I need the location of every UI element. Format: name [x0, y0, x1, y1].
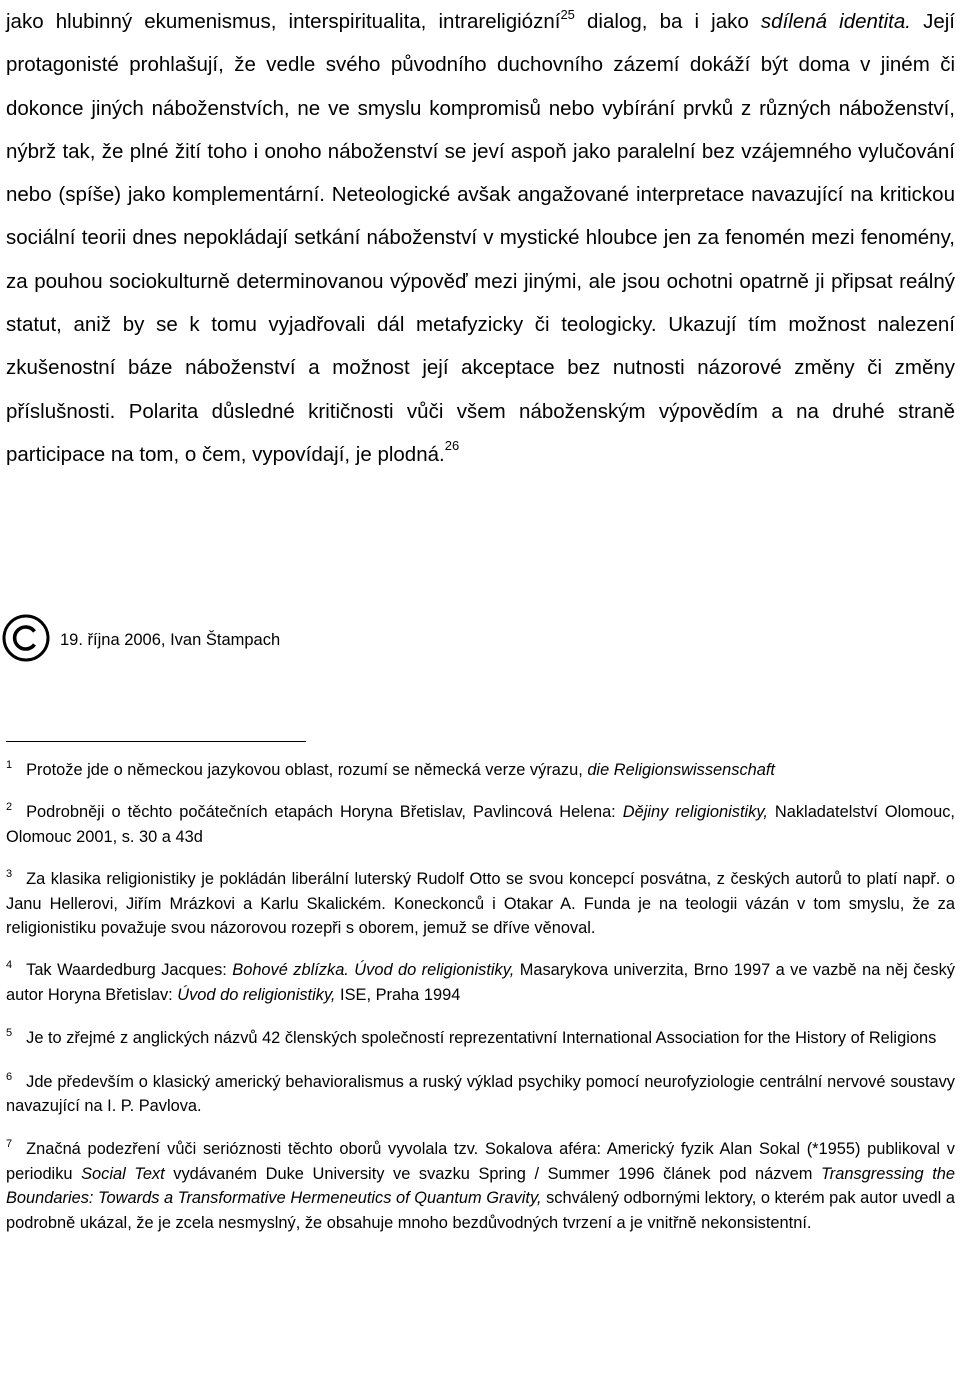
footnote-text: Za klasika religionistiky je pokládán liberální luterský Rudolf Otto se svou koncepcí posvátna, z českých autorů to platí např. o Janu Hellerovi, Jiřím Mrázkovi a Karlu Skalickém. Koneckonců i Otakar A. Funda je na teologii vázán v tom smyslu, že za religionistiku považuje svou názorovou rozepři s oborem, jemuž se dříve věnoval.	[6, 870, 955, 938]
footnote-4	[6, 958, 955, 1007]
footnote-6	[6, 1070, 955, 1119]
footnote-3	[6, 867, 955, 940]
footnote-text: Protože jde o německou jazykovou oblast, rozumí se německá verze výrazu,	[26, 761, 588, 779]
copyright-icon	[0, 612, 52, 664]
footnote-number: 4	[6, 959, 13, 972]
footnote-italic: Transgressing the Boundaries: Towards a Transformative Hermeneutics of Quantum Gravity,	[6, 1164, 955, 1208]
footnote-1	[6, 758, 955, 782]
footnote-text: Jde především o klasický americký behavioralismus a ruský výklad psychiky pomocí neurofyziologie centrální nervové soustavy navazující na I. P. Pavlova.	[6, 1072, 955, 1116]
footnote-2	[6, 800, 955, 849]
footnote-italic: Úvod do religionistiky,	[177, 985, 336, 1004]
footnote-text: vydávaném Duke University ve svazku Spring / Summer 1996 článek pod názvem	[164, 1164, 821, 1183]
footnote-text: Je to zřejmé z anglických názvů 42 členských společností reprezentativní International Association for the History of Religions	[26, 1029, 937, 1048]
footnote-text: ISE, Praha 1994	[335, 985, 461, 1004]
copyright-line	[0, 612, 280, 664]
footnote-number: 1	[6, 759, 13, 771]
footnote-number: 6	[6, 1070, 13, 1083]
footnote-ref-25: 25	[560, 7, 575, 22]
footnote-number: 3	[6, 868, 13, 881]
footnote-ref-26: 26	[444, 437, 460, 453]
paragraph-text-3: Její protagonisté prohlašují, že vedle svého původního duchovního zázemí dokáží být doma v jiném či dokonce jiných náboženstvích, ne ve smyslu kompromisů nebo vybírání prvků z různých náboženství, nýbrž tak, že plné žití toho i onoho náboženství se jeví aspoň jako paralelní bez vzájemného vylučování nebo (spíše) jako komplementární. Neteologické avšak angažované interpretace navazující na kritickou sociální teorii dnes nepokládají setkání náboženství v mystické hloubce jen za fenomén mezi fenomény, za pouhou sociokulturně determinovanou výpověď mezi jinými, ale jsou ochotni opatrně ji připsat reálný statut, aniž by se k tomu vyjadřovali dál metafyzicky či teologicky. Ukazují tím možnost nalezení zkušenostní báze náboženství a možnost její akceptace bez nutnosti názorové změny či změny příslušnosti. Polarita důsledné kritičnosti vůči všem náboženským výpovědím a na druhé straně participace na tom, o čem, vypovídají, je plodná.	[6, 10, 955, 466]
footnote-italic: Bohové zblízka. Úvod do religionistiky,	[232, 961, 515, 980]
paragraph-italic-term: sdílená identita.	[760, 10, 911, 33]
footnotes	[6, 750, 955, 1235]
footnote-7	[6, 1137, 955, 1235]
footnote-text: Masarykova univerzita, Brno 1997 a ve vazbě na něj český autor Horyna Břetislav:	[6, 961, 955, 1004]
footnote-italic: die Religionswissenschaft	[587, 761, 775, 779]
footnote-number: 2	[6, 801, 13, 814]
footnote-5	[6, 1026, 955, 1050]
footnote-text: Podrobněji o těchto počátečních etapách Horyna Břetislav, Pavlincová Helena:	[26, 803, 623, 822]
footnote-number: 7	[6, 1138, 13, 1151]
copyright-text: 19. října 2006, Ivan Štampach	[60, 630, 281, 649]
footnote-text: Nakladatelství Olomouc, Olomouc 2001, s. 30 a 43d	[6, 803, 955, 846]
footnote-italic: Dějiny religionistiky,	[622, 803, 768, 822]
paragraph-text-2: dialog, ba i jako	[574, 10, 761, 33]
footnote-italic: Social Text	[81, 1164, 165, 1183]
footnote-text: Značná podezření vůči serióznosti těchto oborů vyvolala tzv. Sokalova aféra: Americký fyzik Alan Sokal (*1955) publikoval v periodiku	[6, 1140, 955, 1183]
paragraph-text-1: jako hlubinný ekumenismus, interspiritualita, intrareligiózní	[6, 10, 561, 33]
footnote-number: 5	[6, 1027, 13, 1040]
footnote-text: Tak Waardedburg Jacques:	[26, 961, 233, 980]
footnote-text: schválený odbornými lektory, o kterém pak autor uvedl a podrobně ukázal, že je zcela nesmyslný, že obsahuje mnoho bezdůvodných tvrzení a je vnitřně nekonsistentní.	[6, 1189, 955, 1232]
footnote-separator	[6, 741, 306, 742]
main-paragraph	[6, 0, 955, 476]
